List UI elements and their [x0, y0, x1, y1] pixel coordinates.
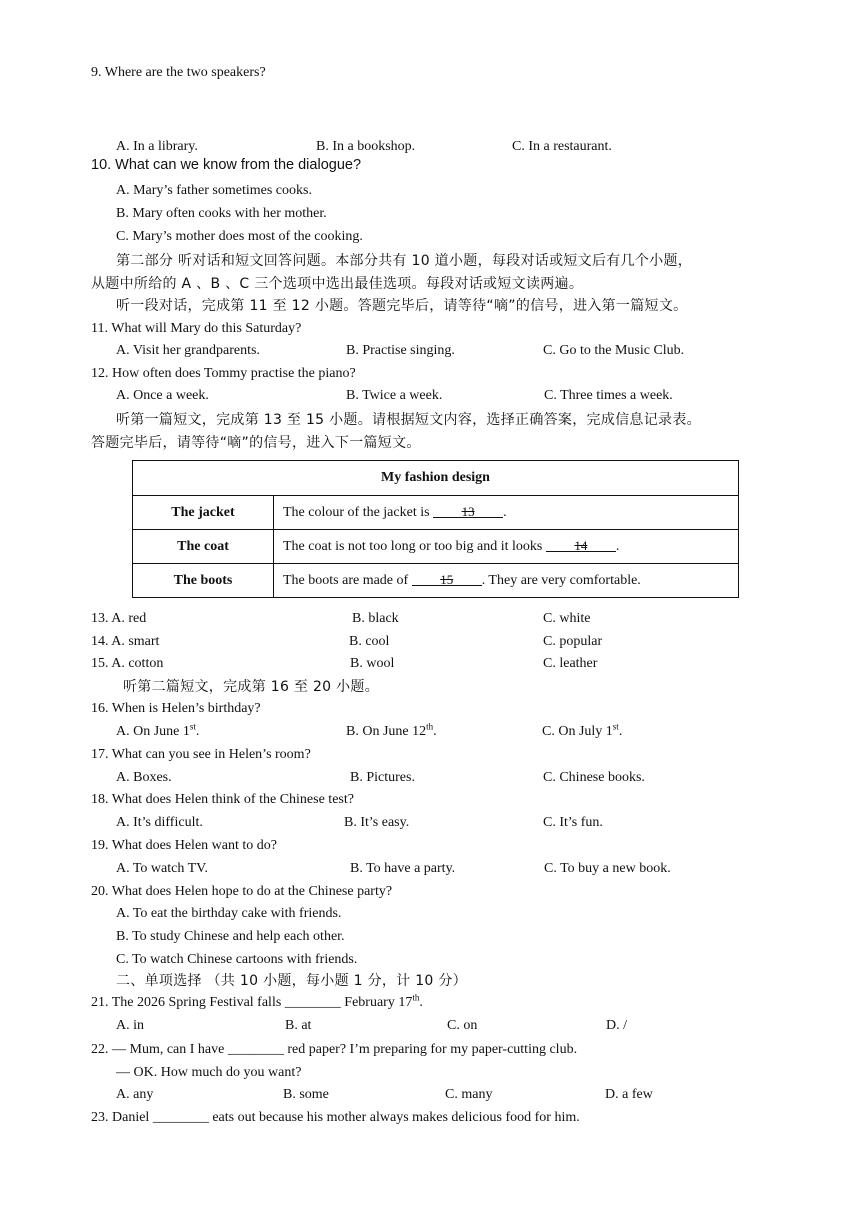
- q12-option-a: A. Once a week.: [116, 388, 209, 403]
- question-12-stem: 12. How often does Tommy practise the piano?: [91, 366, 356, 381]
- part2-instruction-line1: 第二部分 听对话和短文回答问题。本部分共有 10 道小题，每段对话或短文后有几个小题，: [116, 253, 693, 269]
- q13-option-b: B. black: [352, 611, 399, 626]
- question-22-stem: 22. — Mum, can I have ________ red paper? I’m preparing for my paper-cutting club.: [91, 1042, 578, 1057]
- row-label-boots: The boots: [133, 564, 274, 598]
- q12-option-b: B. Twice a week.: [346, 388, 443, 403]
- q17-option-c: C. Chinese books.: [543, 770, 645, 785]
- q22-option-c: C. many: [445, 1087, 493, 1102]
- q11-option-c: C. Go to the Music Club.: [543, 343, 685, 358]
- q11-option-a: A. Visit her grandparents.: [116, 343, 260, 358]
- q21-option-b: B. at: [285, 1018, 312, 1033]
- answer-blank-13: 13: [433, 507, 503, 518]
- row-text-before: The boots are made of: [283, 572, 412, 588]
- row-text-after: . They are very comfortable.: [481, 572, 641, 588]
- q15-option-b: B. wool: [350, 656, 395, 671]
- q22-reply: — OK. How much do you want?: [116, 1065, 302, 1080]
- q10-option-c: C. Mary’s mother does most of the cooking.: [116, 229, 363, 244]
- q15-option-a: 15. A. cotton: [91, 656, 164, 671]
- q18-option-b: B. It’s easy.: [344, 815, 410, 830]
- q22-option-b: B. some: [283, 1087, 329, 1102]
- q20-option-c: C. To watch Chinese cartoons with friends.: [116, 952, 358, 967]
- q14-option-a: 14. A. smart: [91, 634, 160, 649]
- q22-option-d: D. a few: [605, 1087, 653, 1102]
- table-row: [133, 564, 739, 598]
- q13-option-a: 13. A. red: [91, 611, 147, 626]
- q13-option-c: C. white: [543, 611, 591, 626]
- question-9-stem: 9. Where are the two speakers?: [91, 65, 266, 80]
- row-text-jacket: [274, 496, 739, 530]
- question-20-stem: 20. What does Helen hope to do at the Chinese party?: [91, 884, 393, 899]
- passage1-instruction-line1: 听第一篇短文，完成第 13 至 15 小题。请根据短文内容，选择正确答案，完成信息记录表。: [116, 412, 701, 428]
- q22-option-a: A. any: [116, 1087, 154, 1102]
- question-23-stem: 23. Daniel ________ eats out because his mother always makes delicious food for him.: [91, 1110, 580, 1125]
- row-label-jacket: The jacket: [133, 496, 274, 530]
- q12-option-c: C. Three times a week.: [544, 388, 673, 403]
- q20-option-b: B. To study Chinese and help each other.: [116, 929, 345, 944]
- q17-option-a: A. Boxes.: [116, 770, 172, 785]
- q15-option-c: C. leather: [543, 656, 598, 671]
- passage1-instruction-line2: 答题完毕后，请等待“嘀”的信号，进入下一篇短文。: [91, 435, 421, 451]
- section2-heading: 二、单项选择 （共 10 小题，每小题 1 分，计 10 分）: [116, 973, 467, 989]
- row-text-before: The coat is not too long or too big and it looks: [283, 538, 546, 554]
- q10-option-b: B. Mary often cooks with her mother.: [116, 206, 327, 221]
- q19-option-a: A. To watch TV.: [116, 861, 208, 876]
- row-text-after: .: [615, 538, 620, 554]
- q16-option-c: C. On July 1st.: [542, 721, 623, 739]
- question-21-stem: 21. The 2026 Spring Festival falls ________ February 17th.: [91, 992, 423, 1010]
- row-text-after: .: [503, 504, 507, 520]
- row-text-coat: [274, 530, 739, 564]
- question-17-stem: 17. What can you see in Helen’s room?: [91, 747, 311, 762]
- passage2-instruction: 听第二篇短文，完成第 16 至 20 小题。: [123, 679, 380, 695]
- question-18-stem: 18. What does Helen think of the Chinese test?: [91, 792, 354, 807]
- q18-option-a: A. It’s difficult.: [116, 815, 203, 830]
- q14-option-c: C. popular: [543, 634, 603, 649]
- q14-option-b: B. cool: [349, 634, 390, 649]
- part2-instruction-line2: 从题中所给的 A 、B 、C 三个选项中选出最佳选项。每段对话或短文读两遍。: [91, 276, 584, 292]
- q9-option-b: B. In a bookshop.: [316, 139, 416, 154]
- q9-option-c: C. In a restaurant.: [512, 139, 612, 154]
- q19-option-c: C. To buy a new book.: [544, 861, 671, 876]
- question-10-stem: 10. What can we know from the dialogue?: [91, 157, 362, 173]
- part2-instruction-line3: 听一段对话，完成第 11 至 12 小题。答题完毕后，请等待“嘀”的信号，进入第一篇短文。: [116, 298, 688, 314]
- question-11-stem: 11. What will Mary do this Saturday?: [91, 321, 302, 336]
- table-row: [133, 530, 739, 564]
- q21-option-c: C. on: [447, 1018, 478, 1033]
- q19-option-b: B. To have a party.: [350, 861, 456, 876]
- table-row: [133, 496, 739, 530]
- row-label-coat: The coat: [133, 530, 274, 564]
- fashion-design-table: [132, 460, 739, 598]
- q11-option-b: B. Practise singing.: [346, 343, 455, 358]
- answer-blank-15: 15: [412, 575, 482, 586]
- question-16-stem: 16. When is Helen’s birthday?: [91, 701, 261, 716]
- q9-option-a: A. In a library.: [116, 139, 198, 154]
- question-19-stem: 19. What does Helen want to do?: [91, 838, 277, 853]
- row-text-boots: [274, 564, 739, 598]
- q10-option-a: A. Mary’s father sometimes cooks.: [116, 183, 312, 198]
- q20-option-a: A. To eat the birthday cake with friends.: [116, 906, 342, 921]
- q18-option-c: C. It’s fun.: [543, 815, 603, 830]
- row-text-before: The colour of the jacket is: [283, 504, 434, 520]
- table-title: My fashion design: [133, 461, 739, 496]
- answer-blank-14: 14: [546, 541, 616, 552]
- q21-option-a: A. in: [116, 1018, 144, 1033]
- q16-option-b: B. On June 12th.: [346, 721, 437, 739]
- q16-option-a: A. On June 1st.: [116, 721, 200, 739]
- q21-option-d: D. /: [606, 1018, 627, 1033]
- q17-option-b: B. Pictures.: [350, 770, 415, 785]
